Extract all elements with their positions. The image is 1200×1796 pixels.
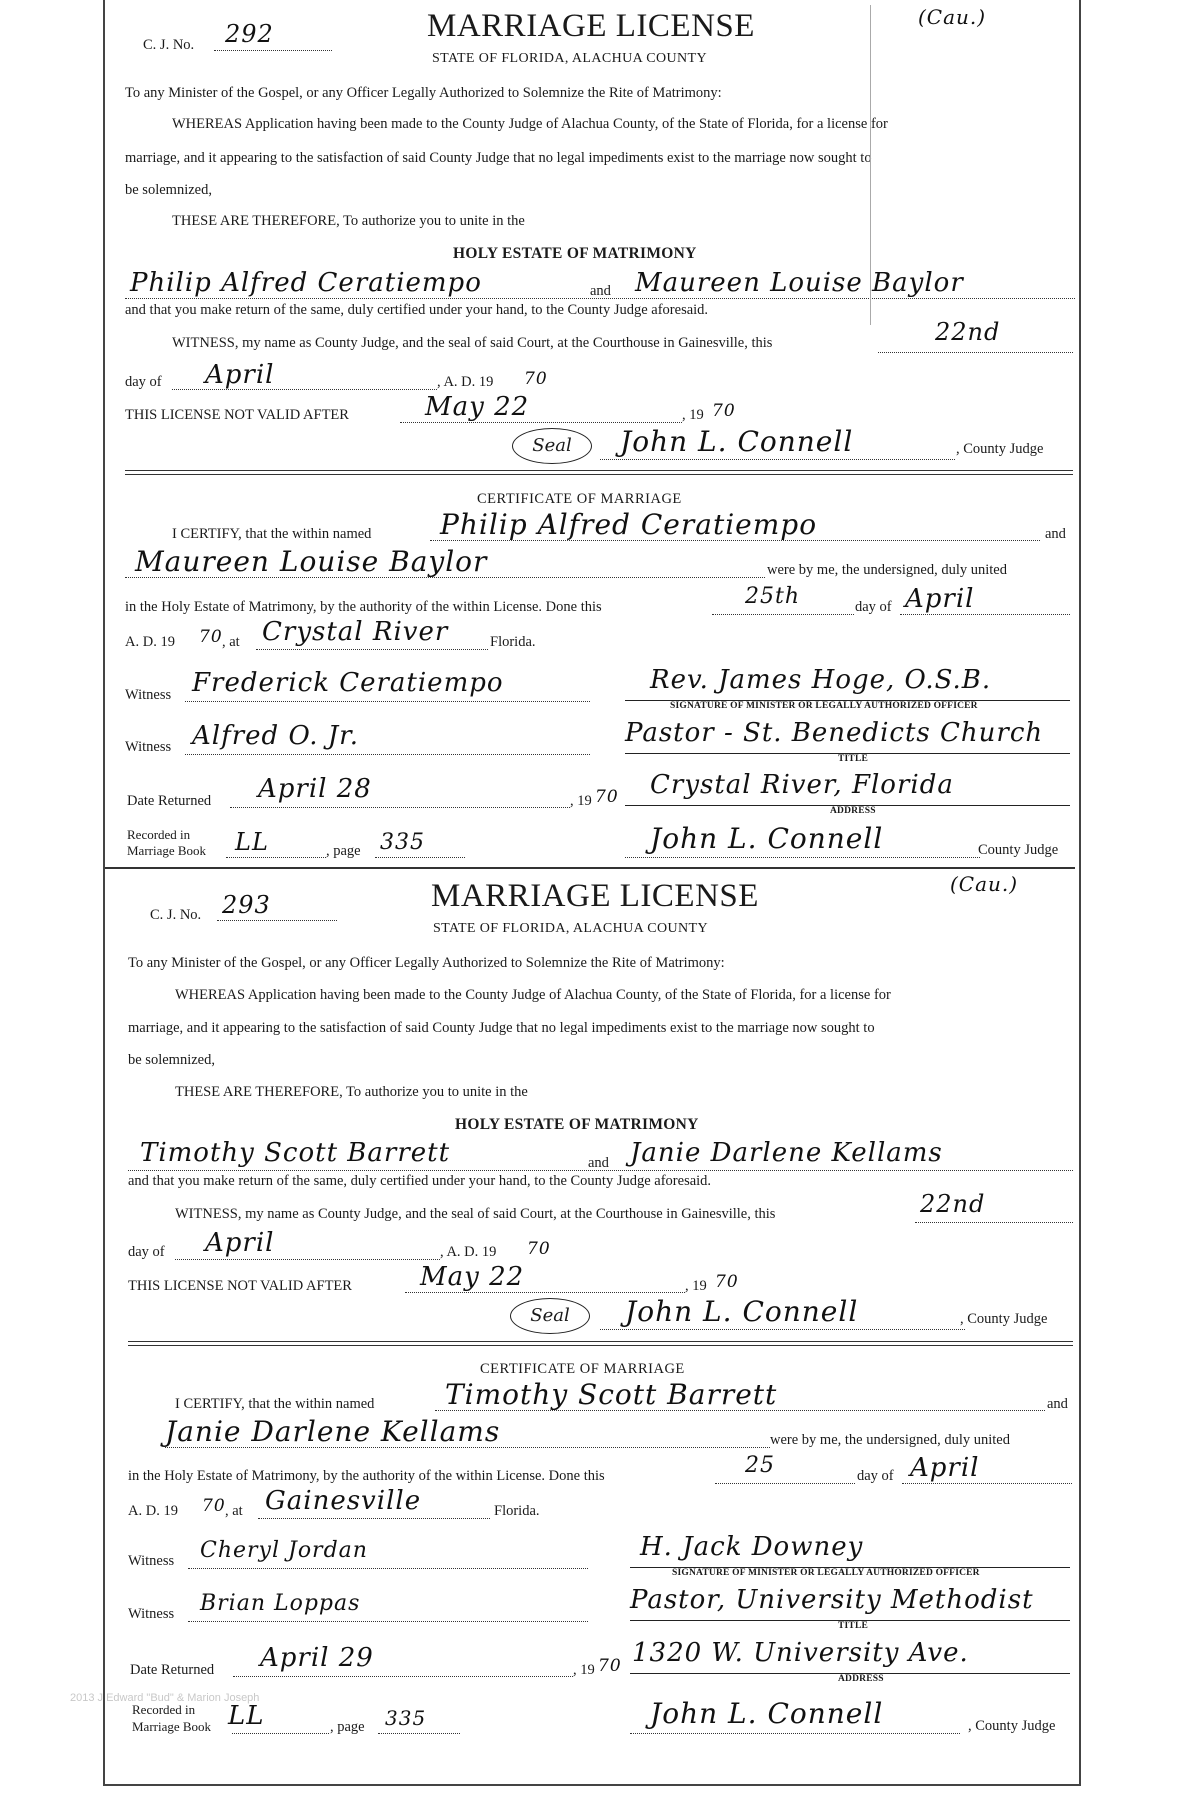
therefore-text: THESE ARE THEREFORE, To authorize you to unite in the xyxy=(175,1084,528,1100)
cj-label: C. J. No. xyxy=(150,907,202,923)
day-of-label: day of xyxy=(125,374,162,390)
marriage-book-label: Marriage Book xyxy=(127,843,207,858)
cert-bride-name: Maureen Louise Baylor xyxy=(135,545,488,578)
ad-label: A. D. 19 xyxy=(125,634,175,650)
officer-address: 1320 W. University Ave. xyxy=(632,1638,969,1668)
officer-title: Pastor, University Methodist xyxy=(630,1585,1034,1615)
whereas-line-3: be solemnized, xyxy=(125,182,212,198)
issue-month: April xyxy=(205,1228,275,1258)
and-word: and xyxy=(1045,526,1066,542)
certificate-title: CERTIFICATE OF MARRIAGE xyxy=(477,491,682,507)
holy-estate-heading: HOLY ESTATE OF MATRIMONY xyxy=(453,245,697,262)
judge-signature: John L. Connell xyxy=(620,425,854,458)
were-by-me-text: were by me, the undersigned, duly united xyxy=(767,562,1007,578)
title-caption: TITLE xyxy=(838,754,869,764)
cert-day-of-label: day of xyxy=(855,599,892,615)
at-label: , at xyxy=(222,634,240,650)
day-of-label: day of xyxy=(128,1244,165,1260)
court-seal: Seal xyxy=(510,1298,590,1334)
florida-label: Florida. xyxy=(494,1503,540,1519)
cert-groom-name: Timothy Scott Barrett xyxy=(445,1378,778,1411)
certificate-title: CERTIFICATE OF MARRIAGE xyxy=(480,1361,685,1377)
section-divider xyxy=(128,1341,1073,1346)
officer-signature-caption: SIGNATURE OF MINISTER OR LEGALLY AUTHORIZED OFFICER xyxy=(672,1568,980,1578)
expiry-year-label: , 19 xyxy=(682,407,704,423)
cert-month: April xyxy=(910,1453,980,1483)
cert-place: Gainesville xyxy=(265,1486,422,1516)
not-valid-label: THIS LICENSE NOT VALID AFTER xyxy=(128,1278,352,1294)
witness-2-name: Alfred O. Jr. xyxy=(192,721,360,751)
issue-day: 22nd xyxy=(920,1190,986,1218)
cert-day: 25th xyxy=(745,584,801,609)
cj-number: 292 xyxy=(225,20,274,48)
witness-1-name: Frederick Ceratiempo xyxy=(192,668,504,698)
license-separator xyxy=(105,867,1075,869)
marriage-book-label: Marriage Book xyxy=(132,1719,212,1734)
handwritten-note: (Cau.) xyxy=(918,5,987,29)
issue-year: 70 xyxy=(524,369,548,389)
handwritten-note: (Cau.) xyxy=(950,872,1019,896)
date-returned: April 29 xyxy=(260,1643,374,1673)
expiry-year: 70 xyxy=(712,401,736,421)
date-returned-label: Date Returned xyxy=(130,1662,215,1678)
returned-year: 70 xyxy=(598,1656,622,1676)
witness-2-label: Witness xyxy=(128,1606,175,1622)
issue-day: 22nd xyxy=(935,318,1001,346)
cert-groom-name: Philip Alfred Ceratiempo xyxy=(440,508,818,541)
county-judge-label: County Judge xyxy=(978,842,1059,858)
court-seal: Seal xyxy=(512,428,592,464)
county-judge-label: , County Judge xyxy=(960,1311,1048,1327)
expiry-year-label: , 19 xyxy=(685,1278,707,1294)
certify-text: I CERTIFY, that the within named xyxy=(172,526,372,542)
title-caption: TITLE xyxy=(838,1621,869,1631)
holy-estate-text: in the Holy Estate of Matrimony, by the authority of the within License. Done this xyxy=(128,1468,605,1484)
recorded-in-label: Recorded in xyxy=(132,1702,196,1717)
returned-year: 70 xyxy=(595,787,619,807)
ad-label: A. D. 19 xyxy=(128,1503,178,1519)
intro-text: To any Minister of the Gospel, or any Officer Legally Authorized to Solemnize the Rite of Matrimony: xyxy=(125,85,722,101)
bride-name: Maureen Louise Baylor xyxy=(635,268,964,298)
book-number: LL xyxy=(235,828,269,856)
cj-label: C. J. No. xyxy=(143,37,195,53)
date-returned: April 28 xyxy=(258,774,372,804)
returned-year-label: , 19 xyxy=(570,793,592,809)
cert-year: 70 xyxy=(202,1496,226,1516)
cert-year: 70 xyxy=(199,627,223,647)
ad-label: , A. D. 19 xyxy=(437,374,494,390)
cert-bride-name: Janie Darlene Kellams xyxy=(165,1415,501,1448)
cj-number: 293 xyxy=(222,891,271,919)
expiry-date: May 22 xyxy=(425,392,530,422)
county-judge-label: , County Judge xyxy=(956,441,1044,457)
watermark: 2013 J Edward "Bud" & Marion Joseph xyxy=(70,1692,260,1704)
bride-name: Janie Darlene Kellams xyxy=(630,1138,943,1168)
issue-month: April xyxy=(205,360,275,390)
witness-1-name: Cheryl Jordan xyxy=(200,1538,368,1563)
were-by-me-text: were by me, the undersigned, duly united xyxy=(770,1432,1010,1448)
page-number: 335 xyxy=(385,1706,427,1730)
at-label: , at xyxy=(225,1503,243,1519)
ad-label: , A. D. 19 xyxy=(440,1244,497,1260)
section-divider xyxy=(125,470,1073,475)
page-number: 335 xyxy=(380,830,425,855)
whereas-line-1: WHEREAS Application having been made to the County Judge of Alachua County, of the State of Florida, for a license for xyxy=(175,987,891,1003)
certify-text: I CERTIFY, that the within named xyxy=(175,1396,375,1412)
holy-estate-heading: HOLY ESTATE OF MATRIMONY xyxy=(455,1116,699,1133)
returned-year-label: , 19 xyxy=(573,1662,595,1678)
address-caption: ADDRESS xyxy=(830,806,876,816)
recorder-signature: John L. Connell xyxy=(650,1697,884,1730)
cert-place: Crystal River xyxy=(262,617,449,647)
issue-year: 70 xyxy=(527,1239,551,1259)
therefore-text: THESE ARE THEREFORE, To authorize you to unite in the xyxy=(172,213,525,229)
whereas-line-3: be solemnized, xyxy=(128,1052,215,1068)
witness-2-label: Witness xyxy=(125,739,172,755)
groom-name: Philip Alfred Ceratiempo xyxy=(130,268,482,298)
and-word: and xyxy=(590,283,611,299)
witness-1-label: Witness xyxy=(128,1553,175,1569)
officer-address: Crystal River, Florida xyxy=(650,770,954,800)
judge-signature: John L. Connell xyxy=(625,1295,859,1328)
witness-text: WITNESS, my name as County Judge, and the seal of said Court, at the Courthouse in Gainesville, this xyxy=(175,1206,776,1222)
florida-label: Florida. xyxy=(490,634,536,650)
not-valid-label: THIS LICENSE NOT VALID AFTER xyxy=(125,407,349,423)
license-subtitle: STATE OF FLORIDA, ALACHUA COUNTY xyxy=(432,51,707,66)
and-word: and xyxy=(588,1155,609,1171)
witness-text: WITNESS, my name as County Judge, and the seal of said Court, at the Courthouse in Gainesville, this xyxy=(172,335,773,351)
officer-signature: Rev. James Hoge, O.S.B. xyxy=(650,665,992,695)
cert-day: 25 xyxy=(745,1453,775,1478)
license-title: MARRIAGE LICENSE xyxy=(431,878,759,914)
county-judge-label: , County Judge xyxy=(968,1718,1056,1734)
return-text: and that you make return of the same, duly certified under your hand, to the County Judge aforesaid. xyxy=(128,1173,712,1189)
whereas-line-2: marriage, and it appearing to the satisfaction of said County Judge that no legal impediments exist to the marriage now sought to xyxy=(128,1020,875,1036)
license-title: MARRIAGE LICENSE xyxy=(427,8,755,44)
officer-signature: H. Jack Downey xyxy=(640,1532,864,1562)
book-number: LL xyxy=(228,1701,265,1731)
recorder-signature: John L. Connell xyxy=(650,822,884,855)
expiry-year: 70 xyxy=(715,1272,739,1292)
cert-month: April xyxy=(905,584,975,614)
address-caption: ADDRESS xyxy=(838,1674,884,1684)
officer-signature-caption: SIGNATURE OF MINISTER OR LEGALLY AUTHORIZED OFFICER xyxy=(670,701,978,711)
page-label: , page xyxy=(330,1719,365,1735)
witness-2-name: Brian Loppas xyxy=(200,1591,361,1616)
date-returned-label: Date Returned xyxy=(127,793,212,809)
whereas-line-1: WHEREAS Application having been made to the County Judge of Alachua County, of the State of Florida, for a license for xyxy=(172,116,888,132)
recorded-in-label: Recorded in xyxy=(127,827,191,842)
witness-1-label: Witness xyxy=(125,687,172,703)
officer-title: Pastor - St. Benedicts Church xyxy=(625,718,1044,748)
groom-name: Timothy Scott Barrett xyxy=(140,1138,451,1168)
return-text: and that you make return of the same, duly certified under your hand, to the County Judge aforesaid. xyxy=(125,302,709,318)
intro-text: To any Minister of the Gospel, or any Officer Legally Authorized to Solemnize the Rite of Matrimony: xyxy=(128,955,725,971)
cert-day-of-label: day of xyxy=(857,1468,894,1484)
whereas-line-2: marriage, and it appearing to the satisfaction of said County Judge that no legal impediments exist to the marriage now sought to xyxy=(125,150,872,166)
page-label: , page xyxy=(326,843,361,859)
license-subtitle: STATE OF FLORIDA, ALACHUA COUNTY xyxy=(433,921,708,936)
holy-estate-text: in the Holy Estate of Matrimony, by the authority of the within License. Done this xyxy=(125,599,602,615)
and-word: and xyxy=(1047,1396,1068,1412)
expiry-date: May 22 xyxy=(420,1262,525,1292)
